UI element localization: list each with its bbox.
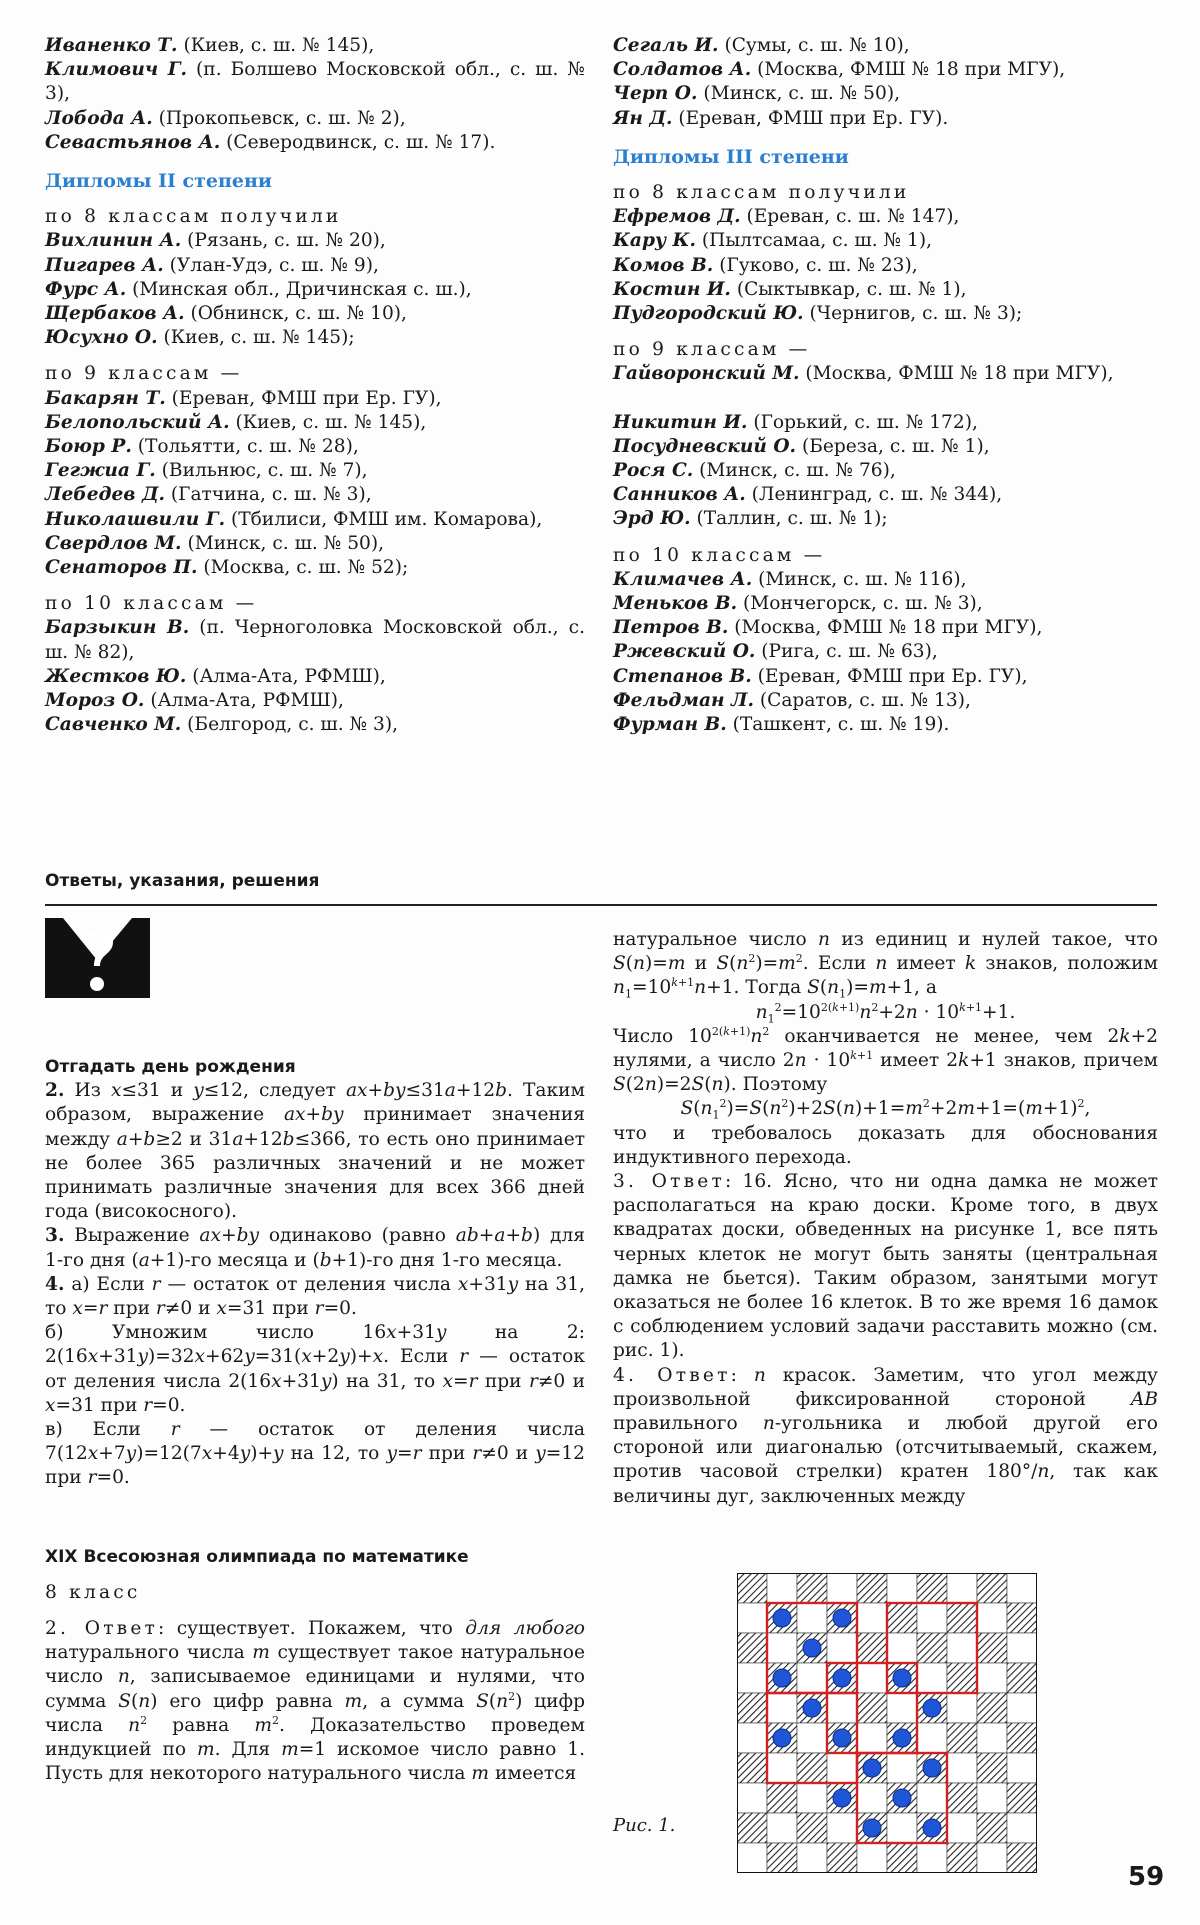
board-cell: [887, 1603, 917, 1633]
winner-name: Ржевский О.: [613, 641, 756, 663]
diploma2-grade10-list: [45, 616, 585, 737]
board-cell: [947, 1813, 977, 1843]
winner-name: Севастьянов А.: [45, 131, 221, 153]
board-cell: [947, 1723, 977, 1753]
board-cell: [857, 1633, 887, 1663]
board-cell: [737, 1603, 767, 1633]
winner-name: Мороз О.: [45, 690, 145, 712]
winner-entry: Жестков Ю. (Алма-Ата, РФМШ),: [45, 665, 386, 687]
queen-piece: [923, 1819, 941, 1837]
board-cell: [797, 1843, 827, 1873]
grade8-heading: 8 класс: [45, 1581, 141, 1603]
queen-piece: [833, 1789, 851, 1807]
board-cell: [797, 1573, 827, 1603]
board-cell: [857, 1693, 887, 1723]
winner-name: Вихлинин А.: [45, 230, 182, 252]
board-cell: [857, 1663, 887, 1693]
winner-name: Лобода А.: [45, 107, 153, 129]
board-cell: [1007, 1813, 1037, 1843]
board-cell: [827, 1633, 857, 1663]
winner-name: Солдатов А.: [613, 59, 752, 81]
winner-name: Свердлов М.: [45, 532, 182, 554]
board-cell: [947, 1663, 977, 1693]
grade9-label-right: по 9 классам —: [613, 339, 811, 361]
question-mark-icon: [45, 918, 150, 998]
queen-piece: [863, 1819, 881, 1837]
winner-entry: Бакарян Т. (Ереван, ФМШ при Ер. ГУ),: [45, 387, 442, 409]
winner-entry: Фурман В. (Ташкент, с. ш. № 19).: [613, 714, 950, 736]
board-cell: [857, 1573, 887, 1603]
winner-entry: Белопольский А. (Киев, с. ш. № 145),: [45, 411, 427, 433]
board-cell: [827, 1813, 857, 1843]
board-cell: [917, 1783, 947, 1813]
winner-entry: Пудгородский Ю. (Чернигов, с. ш. № 3);: [613, 303, 1023, 325]
board-cell: [827, 1843, 857, 1873]
winner-name: Сегаль И.: [613, 35, 719, 56]
board-cell: [857, 1843, 887, 1873]
board-cell: [977, 1573, 1007, 1603]
queen-piece: [923, 1699, 941, 1717]
board-cell: [797, 1783, 827, 1813]
queen-piece: [893, 1729, 911, 1747]
winner-name: Фельдман Л.: [613, 689, 754, 711]
board-cell: [887, 1633, 917, 1663]
winner-name: Степанов В.: [613, 665, 752, 687]
queen-piece: [893, 1669, 911, 1687]
winner-name: Петров В.: [613, 617, 729, 639]
board-cell: [917, 1573, 947, 1603]
queen-piece: [923, 1759, 941, 1777]
board-cell: [767, 1783, 797, 1813]
birthday-heading: Отгадать день рождения: [45, 1057, 296, 1077]
winner-entry: Кару К. (Пылтсамаа, с. ш. № 1),: [613, 230, 933, 252]
board-cell: [767, 1843, 797, 1873]
board-cell: [827, 1573, 857, 1603]
winners-list-continued-right: [613, 34, 1158, 131]
top-right-column: [613, 34, 1158, 737]
winner-entry: Черп О. (Минск, с. ш. № 50),: [613, 83, 901, 105]
board-cell: [977, 1663, 1007, 1693]
grade9-label: по 9 классам —: [45, 363, 243, 385]
winner-entry: Рося С. (Минск, с. ш. № 76),: [613, 460, 896, 482]
winner-entry: Щербаков А. (Обнинск, с. ш. № 10),: [45, 303, 407, 325]
board-cell: [947, 1633, 977, 1663]
winner-entry: Фурс А. (Минская обл., Дричинская с. ш.),: [45, 278, 472, 300]
board-cell: [857, 1603, 887, 1633]
winner-entry: Солдатов А. (Москва, ФМШ № 18 при МГУ),: [613, 59, 1066, 81]
board-cell: [977, 1813, 1007, 1843]
board-cell: [1007, 1723, 1037, 1753]
board-cell: [887, 1693, 917, 1723]
winner-entry: Комов В. (Гуково, с. ш. № 23),: [613, 254, 918, 276]
winner-entry: Савченко М. (Белгород, с. ш. № 3),: [45, 714, 399, 736]
board-cell: [737, 1693, 767, 1723]
winner-entry: Гайворонский М. (Москва, ФМШ № 18 при МГУ),: [613, 363, 1114, 385]
board-cell: [767, 1693, 797, 1723]
board-cell: [947, 1693, 977, 1723]
board-cell: [1007, 1693, 1037, 1723]
grade8-label-right: по 8 классам получили: [613, 182, 910, 204]
board-cell: [857, 1723, 887, 1753]
board-cell: [737, 1813, 767, 1843]
winner-name: Комов В.: [613, 254, 714, 276]
board-cell: [1007, 1573, 1037, 1603]
board-cell: [737, 1573, 767, 1603]
winner-entry: Петров В. (Москва, ФМШ № 18 при МГУ),: [613, 617, 1043, 639]
winner-entry: Иваненко Т. (Киев, с. ш. № 145),: [45, 35, 375, 56]
page-number: 59: [1128, 1862, 1165, 1892]
grade10-label-right: по 10 классам —: [613, 544, 826, 566]
board-cell: [767, 1813, 797, 1843]
queen-piece: [803, 1699, 821, 1717]
winner-name: Меньков В.: [613, 593, 738, 615]
winner-name: Рося С.: [613, 460, 694, 482]
board-cell: [737, 1783, 767, 1813]
winner-name: Климович Г.: [45, 59, 188, 81]
diploma3-grade9-list: [613, 362, 1158, 531]
board-cell: [947, 1603, 977, 1633]
winner-entry: Николашвили Г. (Тбилиси, ФМШ им. Комарова),: [45, 508, 543, 530]
diploma3-grade8-list: [613, 205, 1158, 326]
board-cell: [737, 1723, 767, 1753]
olympiad-heading: XIX Всесоюзная олимпиада по математике: [45, 1546, 469, 1567]
queen-piece: [803, 1639, 821, 1657]
winner-entry: Ефремов Д. (Ереван, с. ш. № 147),: [613, 206, 960, 228]
winner-entry: Климович Г. (п. Болшево Московской обл., с. ш. № 3),: [45, 59, 585, 105]
board-cell: [797, 1603, 827, 1633]
figure-caption: Рис. 1.: [613, 1815, 676, 1836]
winner-entry: Ржевский О. (Рига, с. ш. № 63),: [613, 641, 938, 663]
diploma-3-heading: Дипломы III степени: [613, 145, 849, 168]
winner-name: Гегжиа Г.: [45, 460, 156, 482]
winner-name: Сенаторов П.: [45, 557, 198, 579]
board-cell: [977, 1693, 1007, 1723]
winner-name: Боюр Р.: [45, 436, 132, 458]
queen-piece: [893, 1789, 911, 1807]
board-cell: [977, 1843, 1007, 1873]
winner-name: Щербаков А.: [45, 303, 185, 325]
queen-piece: [773, 1609, 791, 1627]
winner-entry: Мороз О. (Алма-Ата, РФМШ),: [45, 690, 344, 712]
answers-left-column: Отгадать день рождения 2. Из x≤31 и y≤12, следует ax+by≤31a+12b. Таким образом, выражение ax+by принимает значения между a+b≥2 и 31a+12b≤366, то есть оно принимает не более 365 различных значений и не может принимать различные значения для всех 366 дней года (високосного). 3. Выражение ax+by одинаково (равно ab+a+b) для 1-го дня (a+1)-го месяца и (b+1)-го дня 1-го месяца. 4. а) Если r — остаток от деления числа x+31y на 31, то x=r при r≠0 и x=31 при r=0. б) Умножим число 16x+31y на 2: 2(16x+31y)=32x+62y=31(x+2y)+x. Если r — остаток от деления числа 2(16x+31y) на 31, то x=r при r≠0 и x=31 при r=0. в) Если r — остаток от деления числа 7(12x+7y)=12(7x+4y)+y на 12, то y=r при r≠0 и y=12 при r=0. XIX Всесоюзная олимпиада по математике 8 класс 2. Ответ: существует. Покажем, что для любого натурального числа m существует такое натуральное число n, записываемое единицами и нулями, что сумма S(n) его цифр равна m, а сумма $S(n^2)$ цифр числа $n^2$ равна $m^2$. Доказательство проведем индукцией по m. Для m=1 искомое число равно 1. Пусть для некоторого натурального числа m имеется: [45, 1057, 586, 1785]
grade8-label: по 8 классам получили: [45, 206, 342, 228]
board-cell: [1007, 1753, 1037, 1783]
winner-entry: Никитин И. (Горький, с. ш. № 172),: [613, 411, 978, 433]
winner-name: Ян Д.: [613, 107, 673, 129]
checkerboard-figure: [737, 1573, 1037, 1873]
board-cell: [977, 1633, 1007, 1663]
board-cell: [1007, 1663, 1037, 1693]
winner-name: Санников А.: [613, 484, 746, 506]
winner-entry: Посудневский О. (Береза, с. ш. № 1),: [613, 435, 990, 457]
winner-entry: Климачев А. (Минск, с. ш. № 116),: [613, 568, 967, 590]
top-left-column: [45, 34, 585, 737]
winner-entry: Ян Д. (Ереван, ФМШ при Ер. ГУ).: [613, 107, 949, 129]
winners-list-continued: [45, 34, 585, 155]
winner-name: Белопольский А.: [45, 411, 230, 433]
winner-entry: Эрд Ю. (Таллин, с. ш. № 1);: [613, 508, 888, 530]
board-cell: [947, 1843, 977, 1873]
winner-name: Эрд Ю.: [613, 508, 691, 530]
board-cell: [827, 1693, 857, 1723]
winner-entry: Сегаль И. (Сумы, с. ш. № 10),: [613, 35, 910, 56]
winner-entry: Фельдман Л. (Саратов, с. ш. № 13),: [613, 689, 971, 711]
board-cell: [1007, 1843, 1037, 1873]
board-cell: [887, 1813, 917, 1843]
board-cell: [917, 1843, 947, 1873]
board-cell: [767, 1573, 797, 1603]
board-cell: [977, 1753, 1007, 1783]
winner-name: Фурс А.: [45, 278, 127, 300]
winner-name: Пигарев А.: [45, 254, 164, 276]
winner-name: Пудгородский Ю.: [613, 303, 804, 325]
board-cell: [797, 1813, 827, 1843]
winner-name: Фурман В.: [613, 714, 727, 736]
board-cell: [767, 1633, 797, 1663]
winner-name: Юсухно О.: [45, 327, 158, 349]
winner-name: Никитин И.: [613, 411, 748, 433]
board-cell: [797, 1753, 827, 1783]
board-cell: [1007, 1783, 1037, 1813]
section-rule: [45, 904, 1157, 906]
board-cell: [917, 1603, 947, 1633]
section-title: Ответы, указания, решения: [45, 871, 320, 891]
board-cell: [1007, 1633, 1037, 1663]
board-cell: [857, 1783, 887, 1813]
winner-name: Барзыкин В.: [45, 617, 190, 639]
queen-piece: [863, 1759, 881, 1777]
winner-entry: Лебедев Д. (Гатчина, с. ш. № 3),: [45, 484, 372, 506]
winner-entry: Севастьянов А. (Северодвинск, с. ш. № 17).: [45, 131, 496, 153]
board-cell: [737, 1663, 767, 1693]
queen-piece: [833, 1609, 851, 1627]
winner-name: Савченко М.: [45, 714, 182, 736]
winner-entry: Санников А. (Ленинград, с. ш. № 344),: [613, 484, 1003, 506]
winner-name: Черп О.: [613, 83, 698, 105]
board-cell: [917, 1633, 947, 1663]
diploma2-grade9-list: [45, 387, 585, 581]
winner-name: Иваненко Т.: [45, 35, 178, 56]
winner-entry: Меньков В. (Мончегорск, с. ш. № 3),: [613, 593, 983, 615]
board-cell: [977, 1723, 1007, 1753]
winner-entry: Сенаторов П. (Москва, с. ш. № 52);: [45, 557, 409, 579]
winner-entry: Лобода А. (Прокопьевск, с. ш. № 2),: [45, 107, 406, 129]
board-cell: [977, 1783, 1007, 1813]
board-cell: [917, 1723, 947, 1753]
winner-name: Николашвили Г.: [45, 508, 226, 530]
winner-name: Посудневский О.: [613, 435, 797, 457]
winner-name: Гайворонский М.: [613, 363, 800, 385]
winner-entry: Гегжиа Г. (Вильнюс, с. ш. № 7),: [45, 460, 368, 482]
board-cell: [887, 1843, 917, 1873]
board-cell: [827, 1753, 857, 1783]
winner-name: Лебедев Д.: [45, 484, 165, 506]
board-cell: [947, 1783, 977, 1813]
diploma3-grade10-list: [613, 568, 1158, 737]
winner-name: Костин И.: [613, 278, 731, 300]
board-cell: [797, 1723, 827, 1753]
winner-entry: Барзыкин В. (п. Черноголовка Московской обл., с. ш. № 82),: [45, 617, 585, 663]
diploma-2-heading: Дипломы II степени: [45, 170, 272, 193]
winner-name: Кару К.: [613, 230, 696, 252]
winner-entry: Костин И. (Сыктывкар, с. ш. № 1),: [613, 278, 967, 300]
winner-name: Ефремов Д.: [613, 206, 741, 228]
diploma2-grade8-list: [45, 229, 585, 350]
board-cell: [737, 1843, 767, 1873]
board-cell: [737, 1753, 767, 1783]
queen-piece: [833, 1729, 851, 1747]
answers-right-column: натуральное число n из единиц и нулей такое, что S(n)=m и $S(n^2)=m^2$. Если n имеет k знаков, положим $n_1=10^{k+1}n+1$. Тогда $S(n_1)=m+1$, а $n_1^2=10^{2(k+1)}n^2+2n \cdot 10^{k+1}+1$. Число $10^{2(k+1)}n^2$ оканчивается не менее, чем 2k+2 нулями, а число $2n \cdot 10^{k+1}$ имеет 2k+1 знаков, причем S(2n)=2S(n). Поэтому $S(n_1^2)=S(n^2)+2S(n)+1=m^2+2m+1=(m+1)^2$, что и требовалось доказать для обоснования индуктивного перехода. 3. Ответ: 16. Ясно, что ни одна дамка не может располагаться на краю доски. Кроме того, в двух квадратах доски, обведенных на рисунке 1, все пять черных клеток не могут быть заняты (центральная дамка не бьется). Таким образом, занятыми могут оказаться не более 16 клеток. В то же время 16 дамок с соблюдением условий задачи расставить можно (см. рис. 1). 4. Ответ: n красок. Заметим, что угол между произвольной фиксированной стороной AB правильного n-угольника и любой другой его стороной или диагональю (отсчитываемый, скажем, против часовой стрелки) кратен 180°/n, так как величины дуг, заключенных между: [613, 929, 1158, 1507]
board-cell: [887, 1573, 917, 1603]
board-cell: [977, 1603, 1007, 1633]
winner-name: Бакарян Т.: [45, 387, 166, 409]
grade10-label: по 10 классам —: [45, 593, 258, 615]
winner-name: Жестков Ю.: [45, 665, 187, 687]
winner-entry: Вихлинин А. (Рязань, с. ш. № 20),: [45, 230, 386, 252]
board-cell: [947, 1753, 977, 1783]
queen-piece: [773, 1729, 791, 1747]
winner-entry: Юсухно О. (Киев, с. ш. № 145);: [45, 327, 355, 349]
winner-entry: Боюр Р. (Тольятти, с. ш. № 28),: [45, 436, 359, 458]
queen-piece: [773, 1669, 791, 1687]
board-cell: [947, 1573, 977, 1603]
board-cell: [1007, 1603, 1037, 1633]
board-cell: [887, 1753, 917, 1783]
board-cell: [917, 1663, 947, 1693]
winner-entry: Степанов В. (Ереван, ФМШ при Ер. ГУ),: [613, 665, 1028, 687]
winner-entry: Свердлов М. (Минск, с. ш. № 50),: [45, 532, 385, 554]
board-cell: [767, 1753, 797, 1783]
winner-entry: Пигарев А. (Улан-Удэ, с. ш. № 9),: [45, 254, 379, 276]
winner-name: Климачев А.: [613, 568, 753, 590]
queen-piece: [833, 1669, 851, 1687]
board-cell: [797, 1663, 827, 1693]
board-cell: [737, 1633, 767, 1663]
